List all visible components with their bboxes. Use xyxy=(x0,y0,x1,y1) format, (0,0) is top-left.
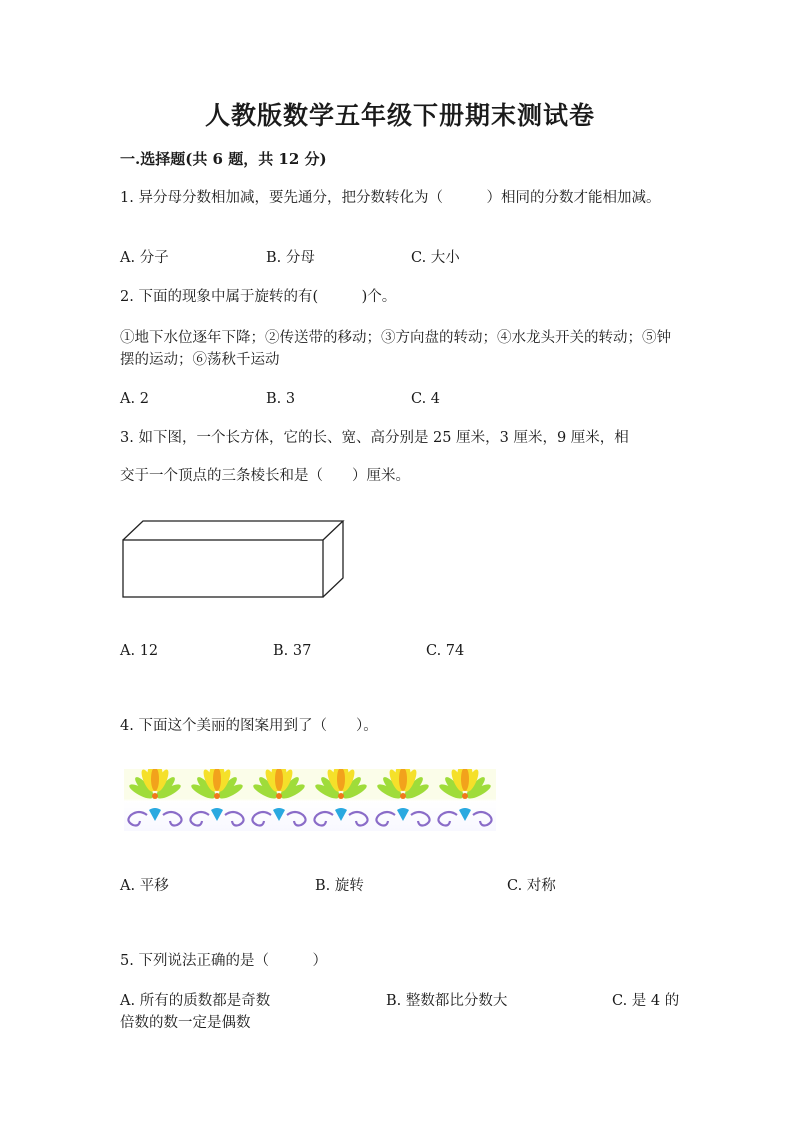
question-3-text-line-2: 交于一个顶点的三条棱长和是（ ）厘米。 xyxy=(120,468,410,484)
cuboid-front-face xyxy=(123,540,323,597)
question-3-option-a[interactable]: A. 12 xyxy=(120,643,159,659)
flower-motif xyxy=(252,769,307,826)
question-2-detail: ①地下水位逐年下降；②传送带的移动；③方向盘的转动；④水龙头开关的转动；⑤钟摆的运动；⑥荡秋千运动 xyxy=(120,330,671,368)
repeating-flower-pattern xyxy=(124,769,496,831)
cuboid-figure xyxy=(120,518,348,602)
page-title: 人教版数学五年级下册期末测试卷 xyxy=(204,101,595,130)
question-5-option-c-continuation: 倍数的数一定是偶数 xyxy=(120,1015,251,1031)
question-2-option-b[interactable]: B. 3 xyxy=(266,391,296,407)
pattern-svg xyxy=(124,769,496,831)
flower-motif xyxy=(314,769,369,826)
question-4-text: 4. 下面这个美丽的图案用到了（ ）。 xyxy=(120,718,378,734)
flower-motif xyxy=(438,769,493,826)
flower-motif xyxy=(128,769,183,826)
question-1-text: 1. 异分母分数相加减，要先通分，把分数转化为（ ）相同的分数才能相加减。 xyxy=(120,190,661,206)
question-5-option-c[interactable]: C. 是 4 的 xyxy=(612,993,680,1009)
question-3-text-line-1: 3. 如下图，一个长方体，它的长、宽、高分别是 25 厘米，3 厘米，9 厘米，相 xyxy=(120,430,629,446)
question-4-option-a[interactable]: A. 平移 xyxy=(120,878,169,894)
flower-motif xyxy=(376,769,431,826)
question-2-text: 2. 下面的现象中属于旋转的有( )个。 xyxy=(120,289,397,305)
flower-motif xyxy=(190,769,245,826)
question-3-option-c[interactable]: C. 74 xyxy=(426,643,465,659)
question-1-option-c[interactable]: C. 大小 xyxy=(411,250,460,266)
question-4-option-b[interactable]: B. 旋转 xyxy=(315,878,364,894)
question-5-option-a[interactable]: A. 所有的质数都是奇数 xyxy=(120,993,271,1009)
question-2-option-c[interactable]: C. 4 xyxy=(411,391,441,407)
section-heading: 一.选择题(共 6 题，共 12 分) xyxy=(120,150,327,168)
question-2-option-a[interactable]: A. 2 xyxy=(120,391,149,407)
question-3-option-b[interactable]: B. 37 xyxy=(273,643,312,659)
question-1-option-a[interactable]: A. 分子 xyxy=(120,250,169,266)
cuboid-top-face xyxy=(123,521,343,540)
question-4-option-c[interactable]: C. 对称 xyxy=(507,878,556,894)
question-1-option-b[interactable]: B. 分母 xyxy=(266,250,315,266)
question-5-text: 5. 下列说法正确的是（ ） xyxy=(120,953,327,969)
cuboid-side-face xyxy=(323,521,343,597)
question-5-option-b[interactable]: B. 整数都比分数大 xyxy=(386,993,508,1009)
